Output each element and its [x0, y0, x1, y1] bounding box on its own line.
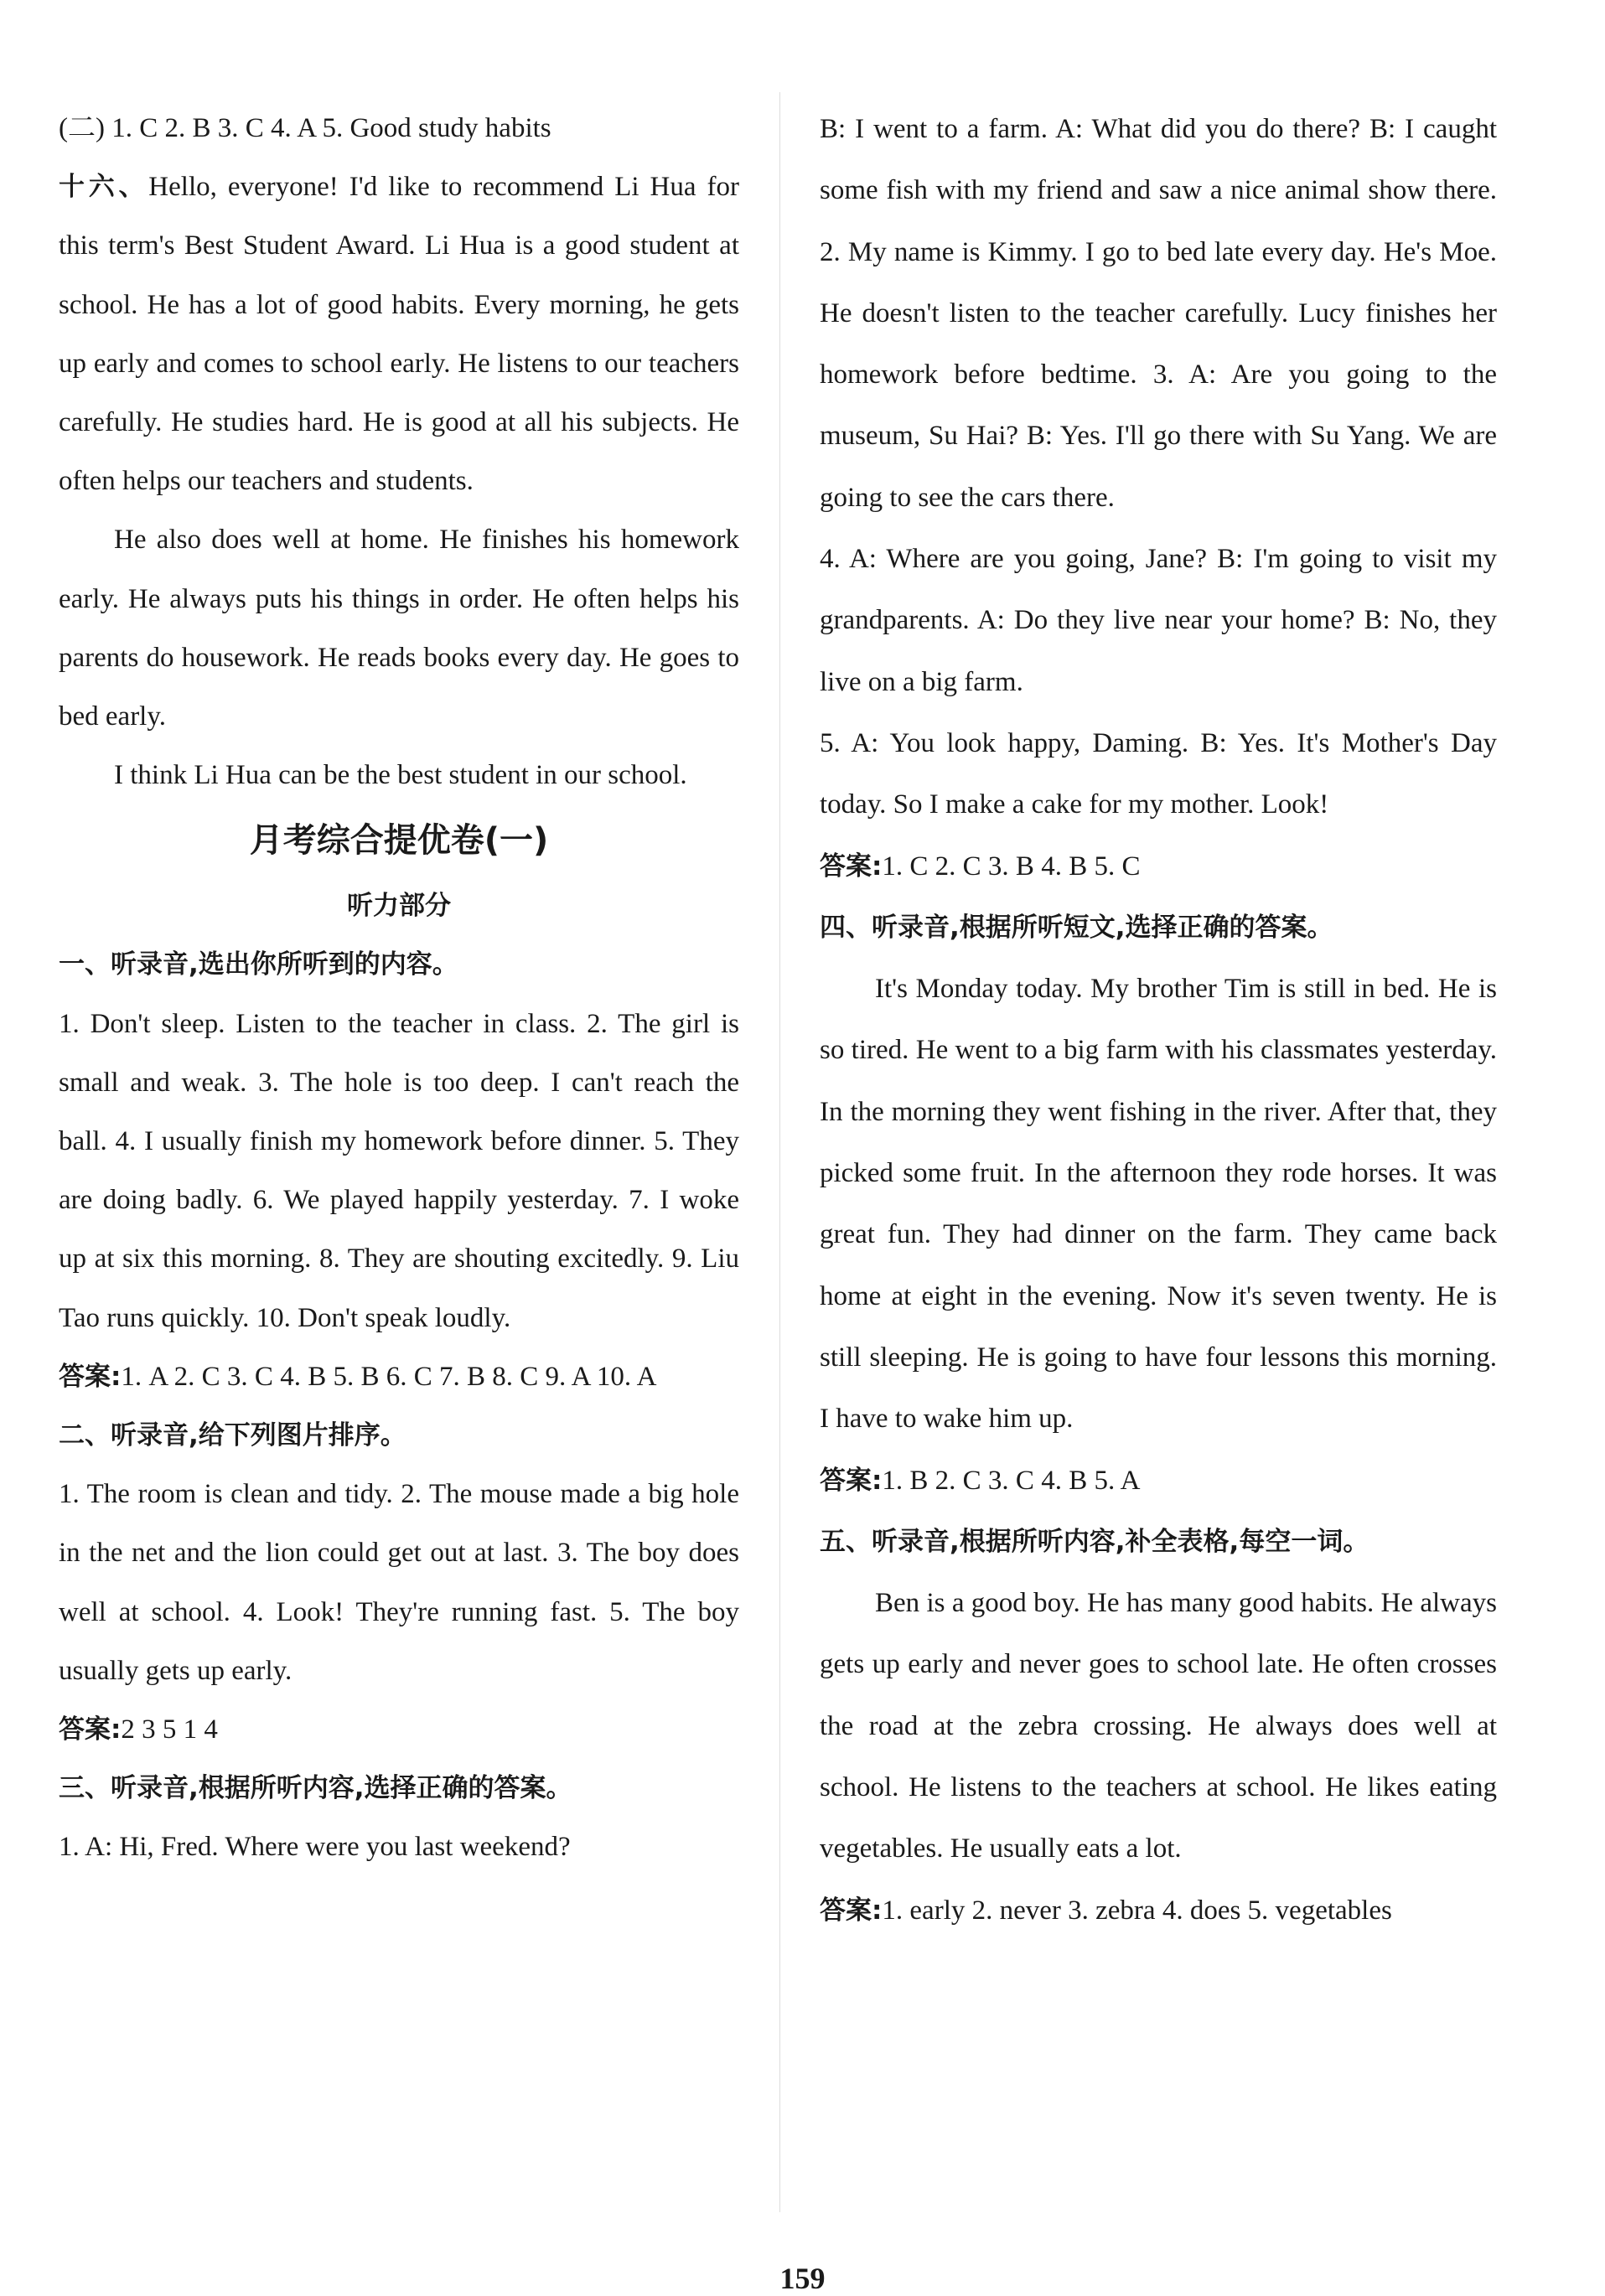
- essay-paragraph-1: [59, 158, 739, 510]
- section-3-heading: 三、听录音,根据所听内容,选择正确的答案。: [59, 1773, 572, 1804]
- answer-values: 1. C 2. C 3. B 4. B 5. C: [882, 851, 1141, 882]
- answer-values: 1. early 2. never 3. zebra 4. does 5. vegetables: [882, 1895, 1392, 1926]
- section-5-answer: [820, 1880, 1497, 1942]
- section-3-item-4: 4. A: Where are you going, Jane? B: I'm going to visit my grandparents. A: Do they live near your home? B: No, they live on a big farm.: [820, 544, 1497, 697]
- section-subtitle: 听力部分: [347, 891, 451, 922]
- answer-values: 2 3 5 1 4: [121, 1714, 218, 1745]
- section-3-text-start: 1. A: Hi, Fred. Where were you last weekend?: [59, 1832, 571, 1863]
- section-3-item-5: 5. A: You look happy, Daming. B: Yes. It's Mother's Day today. So I make a cake for my mother. Look!: [820, 727, 1497, 820]
- answer-line-er: (二) 1. C 2. B 3. C 4. A 5. Good study habits: [59, 113, 551, 143]
- section-label-16: 十六、: [59, 172, 149, 203]
- section-1-text: 1. Don't sleep. Listen to the teacher in class. 2. The girl is small and weak. 3. The hole is too deep. I can't reach the ball. 4. I usually finish my homework before dinner. 5. They are doing badly. 6. We played happily yesterday. 7. I woke up at six this morning. 8. They are shouting excitedly. 9. Liu Tao runs quickly. 10. Don't speak loudly.: [59, 1008, 739, 1333]
- column-divider: [779, 92, 780, 2212]
- answer-label: 答案:: [820, 851, 883, 882]
- section-3-text-continued: B: I went to a farm. A: What did you do there? B: I caught some fish with my friend and saw a nice animal show there. 2. My name is Kimmy. I go to bed late every day. He's Moe. He doesn't listen to the teacher carefully. Lucy finishes her homework before bedtime. 3. A: Are you going to the museum, Su Hai? B: Yes. I'll go there with Su Yang. We are going to see the cars there.: [820, 114, 1497, 513]
- answer-label: 答案:: [820, 1465, 883, 1496]
- answer-label: 答案:: [59, 1361, 122, 1392]
- section-3-answer: [820, 836, 1497, 897]
- right-column: [820, 99, 1497, 1942]
- section-1-answer: [59, 1347, 739, 1406]
- section-2-text: 1. The room is clean and tidy. 2. The mouse made a big hole in the net and the lion could get out at last. 3. The boy does well at school. 4. Look! They're running fast. 5. The boy usually gets up early.: [59, 1479, 739, 1686]
- essay-paragraph-1-text: Hello, everyone! I'd like to recommend Li Hua for this term's Best Student Award. Li Hua is a good student at school. He has a lot of good habits. Every morning, he gets up early and comes to school early. He listens to our teachers carefully. He studies hard. He is good at all his subjects. He often helps our teachers and students.: [59, 172, 740, 497]
- answer-label: 答案:: [59, 1714, 122, 1745]
- section-5-heading: 五、听录音,根据所听内容,补全表格,每空一词。: [820, 1526, 1369, 1557]
- answer-values: 1. B 2. C 3. C 4. B 5. A: [882, 1465, 1141, 1496]
- answer-label: 答案:: [820, 1895, 883, 1926]
- answer-values: 1. A 2. C 3. C 4. B 5. B 6. C 7. B 8. C 9. A 10. A: [121, 1361, 657, 1392]
- essay-paragraph-2: He also does well at home. He finishes his homework early. He always puts his things in order. He often helps his parents do housework. He reads books every day. He goes to bed early.: [59, 525, 739, 732]
- section-2-heading: 二、听录音,给下列图片排序。: [59, 1420, 406, 1451]
- section-2-answer: [59, 1700, 739, 1759]
- page-title: 月考综合提优卷(一): [249, 821, 549, 861]
- section-5-text: Ben is a good boy. He has many good habits. He always gets up early and never goes to school late. He often crosses the road at the zebra crossing. He always does well at school. He listens to the teachers at school. He likes eating vegetables. He usually eats a lot.: [820, 1588, 1497, 1864]
- section-4-answer: [820, 1451, 1497, 1512]
- section-4-text: It's Monday today. My brother Tim is still in bed. He is so tired. He went to a big farm with his classmates yesterday. In the morning they went fishing in the river. After that, they picked some fruit. In the afternoon they rode horses. It was great fun. They had dinner on the farm. They came back home at eight in the evening. Now it's seven twenty. He is still sleeping. He is going to have four lessons this morning. I have to wake him up.: [820, 974, 1497, 1435]
- essay-paragraph-3: I think Li Hua can be the best student in our school.: [114, 760, 687, 791]
- page-number: 159: [779, 2262, 826, 2295]
- left-column: [59, 99, 739, 1877]
- section-4-heading: 四、听录音,根据所听短文,选择正确的答案。: [820, 912, 1333, 943]
- section-1-heading: 一、听录音,选出你所听到的内容。: [59, 949, 458, 980]
